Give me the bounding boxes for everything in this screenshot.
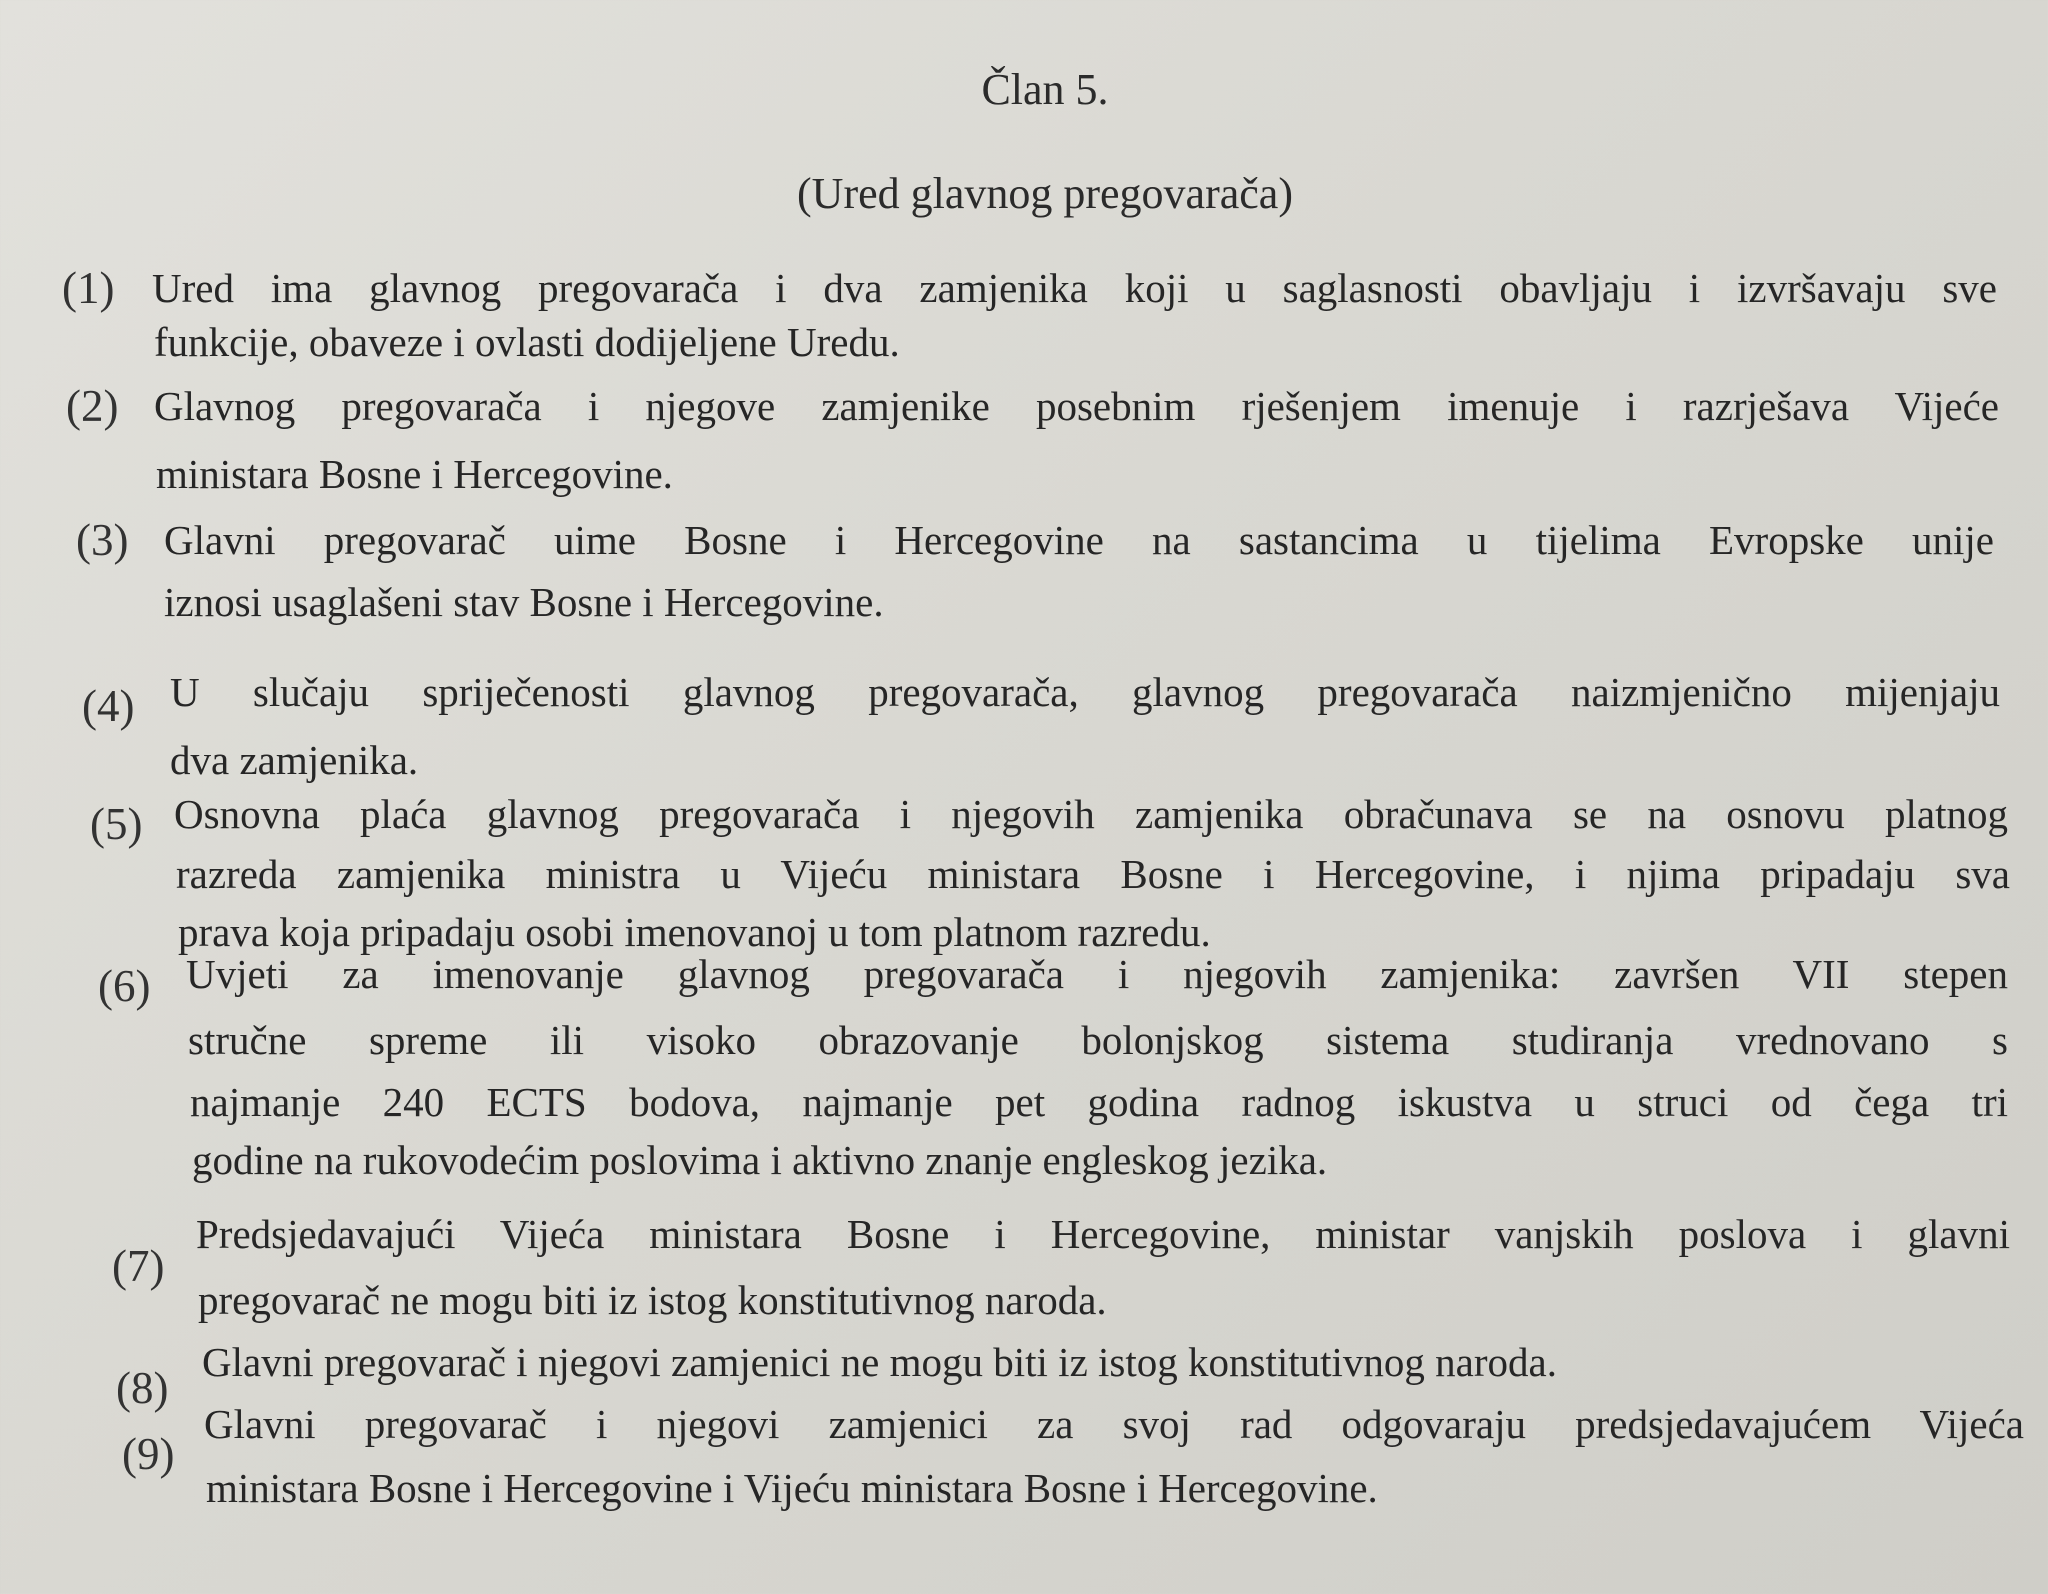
paragraph-line: U slučaju spriječenosti glavnog pregovarača, glavnog pregovarača naizmjenično mijenjaju xyxy=(170,669,2000,715)
paragraph-line: dva zamjenika. xyxy=(170,737,419,783)
paragraph-number: (1) xyxy=(62,263,115,313)
paragraph-line: godine na rukovodećim poslovima i aktivno znanje engleskog jezika. xyxy=(192,1137,1328,1183)
paragraph-number: (7) xyxy=(112,1241,165,1291)
paragraph-line: Glavni pregovarač uime Bosne i Hercegovine na sastancima u tijelima Evropske unije xyxy=(164,517,1994,563)
paragraph-line: Predsjedavajući Vijeća ministara Bosne i Hercegovine, ministar vanjskih poslova i glavni xyxy=(196,1211,2010,1257)
paragraph-number: (8) xyxy=(116,1363,169,1413)
paragraph-line: Osnovna plaća glavnog pregovarača i njegovih zamjenika obračunava se na osnovu platnog xyxy=(174,791,2008,837)
paragraph-number: (6) xyxy=(98,961,151,1011)
paragraph-line: Glavni pregovarač i njegovi zamjenici za svoj rad odgovaraju predsjedavajućem Vijeća xyxy=(204,1401,2024,1447)
paragraph-line: razreda zamjenika ministra u Vijeću ministara Bosne i Hercegovine, i njima pripadaju sva xyxy=(176,851,2010,897)
paragraph-line: Uvjeti za imenovanje glavnog pregovarača i njegovih zamjenika: završen VII stepen xyxy=(186,951,2008,997)
paragraph-line: pregovarač ne mogu biti iz istog konstitutivnog naroda. xyxy=(198,1277,1107,1323)
paragraph-number: (2) xyxy=(66,381,119,431)
paragraph-line: funkcije, obaveze i ovlasti dodijeljene Uredu. xyxy=(154,319,900,365)
paragraph-line: Ured ima glavnog pregovarača i dva zamjenika koji u saglasnosti obavljaju i izvršavaju sve xyxy=(152,265,1997,311)
paragraph-line: stručne spreme ili visoko obrazovanje bolonjskog sistema studiranja vrednovano s xyxy=(188,1017,2008,1063)
paragraph-line: iznosi usaglašeni stav Bosne i Hercegovine. xyxy=(164,579,884,625)
paragraph-number: (3) xyxy=(76,515,129,565)
article-title: Član 5. xyxy=(981,65,1109,114)
paragraph-line: ministara Bosne i Hercegovine. xyxy=(156,451,673,497)
paragraph-line: Glavni pregovarač i njegovi zamjenici ne mogu biti iz istog konstitutivnog naroda. xyxy=(202,1339,1557,1385)
paragraph-line: prava koja pripadaju osobi imenovanoj u tom platnom razredu. xyxy=(178,909,1211,955)
paragraph-number: (5) xyxy=(90,799,143,849)
paragraph-line: najmanje 240 ECTS bodova, najmanje pet godina radnog iskustva u struci od čega tri xyxy=(190,1079,2008,1125)
paragraph-number: (9) xyxy=(122,1429,175,1479)
paragraph-number: (4) xyxy=(82,681,135,731)
article-subtitle: (Ured glavnog pregovarača) xyxy=(797,169,1293,218)
paragraph-line: ministara Bosne i Hercegovine i Vijeću ministara Bosne i Hercegovine. xyxy=(206,1465,1378,1511)
paragraph-line: Glavnog pregovarača i njegove zamjenike posebnim rješenjem imenuje i razrješava Vijeće xyxy=(154,383,1999,429)
